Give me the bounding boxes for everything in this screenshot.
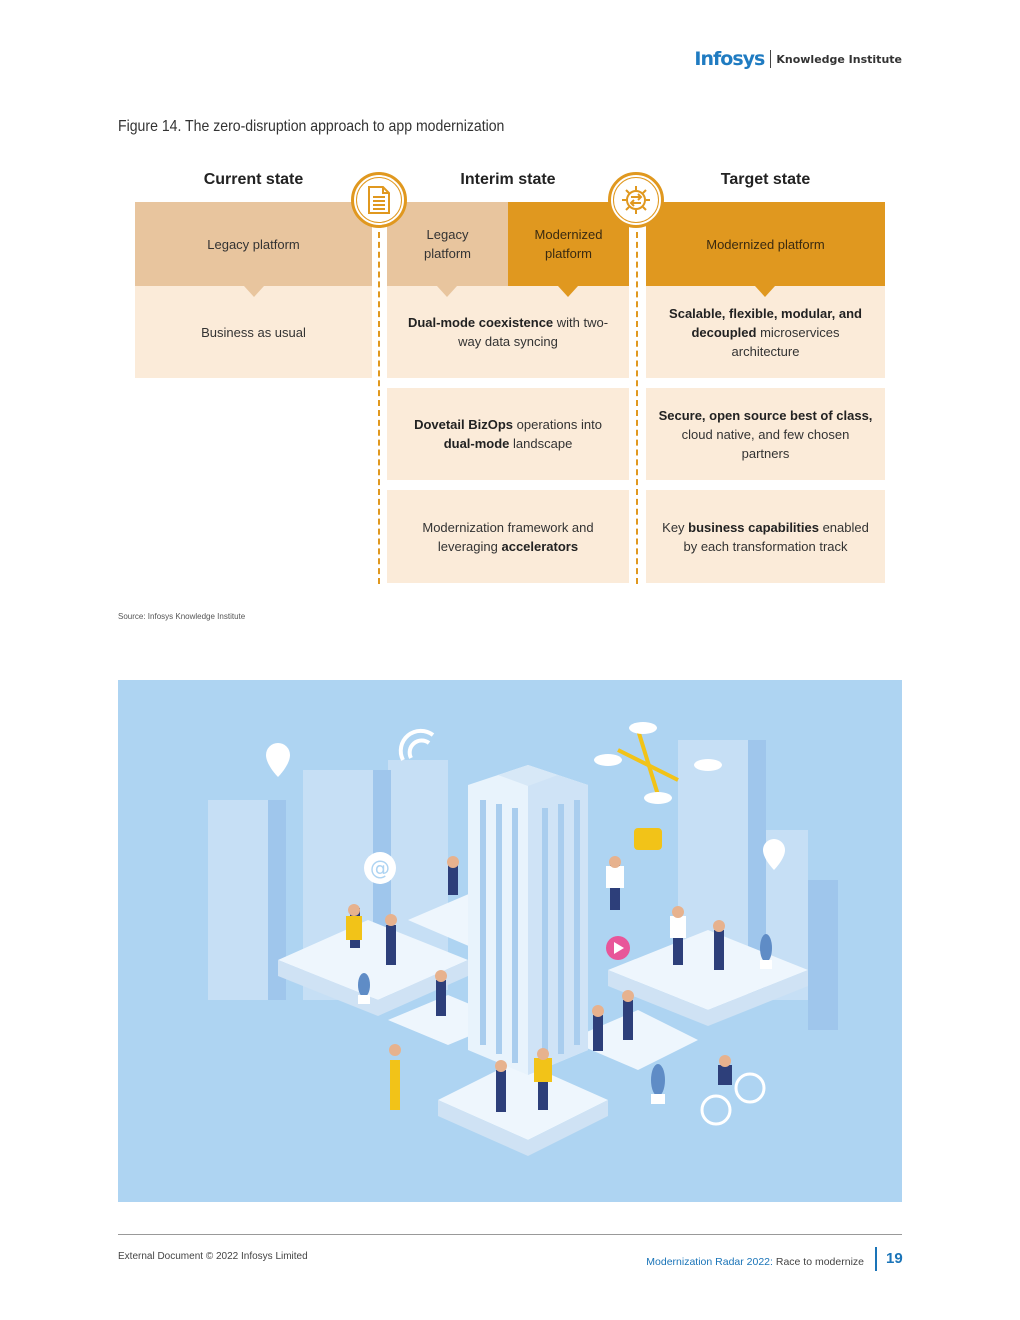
- footer-divider: [118, 1234, 902, 1235]
- interim-card-3-text: Modernization framework and leveraging accelerators: [422, 519, 594, 554]
- figure-title: Figure 14. The zero-disruption approach to app modernization: [118, 118, 505, 135]
- target-modernized-platform: Modernized platform: [646, 202, 885, 286]
- svg-text:@: @: [370, 856, 390, 880]
- smart-city-illustration: [118, 680, 902, 1202]
- target-card-2: [646, 388, 885, 480]
- interim-legacy-platform: Legacy platform: [387, 202, 508, 286]
- figure-source: Source: Infosys Knowledge Institute: [118, 612, 246, 621]
- target-card-2-text: Secure, open source best of class, cloud native, and few chosen partners: [658, 407, 873, 461]
- heading-interim-state: Interim state: [460, 171, 556, 188]
- pointer-interim-legacy: [437, 286, 457, 297]
- pointer-interim-modern: [558, 286, 578, 297]
- interim-card-2-text: Dovetail BizOps operations into dual-mode landscape: [414, 417, 602, 451]
- interim-card-3: [387, 490, 629, 583]
- dashed-divider-2: [636, 232, 638, 584]
- interim-card-1: [387, 286, 629, 378]
- page-number: 19: [886, 1250, 903, 1267]
- document-icon: [351, 172, 407, 228]
- current-legacy-platform: Legacy platform: [135, 202, 372, 286]
- infosys-logo: [694, 46, 902, 72]
- pointer-target: [755, 286, 775, 297]
- footer-page-bar: [875, 1247, 877, 1271]
- current-card-1: Business as usual: [135, 286, 372, 378]
- logo-brand: Infosys: [694, 48, 765, 70]
- target-card-1: [646, 286, 885, 378]
- logo-institute: Knowledge Institute: [776, 52, 902, 66]
- heading-target-state: Target state: [720, 171, 811, 188]
- target-card-3: [646, 490, 885, 583]
- target-card-1-text: Scalable, flexible, modular, and decoupled microservices architecture: [669, 305, 862, 359]
- target-card-3-text: Key business capabilities enabled by each transformation track: [662, 519, 869, 554]
- dashed-divider-1: [378, 232, 380, 584]
- footer-report-title: Modernization Radar 2022: Race to modernize: [646, 1256, 864, 1268]
- heading-current-state: Current state: [203, 171, 304, 188]
- interim-card-2: [387, 388, 629, 480]
- interim-card-1-text: Dual-mode coexistence with two-way data syncing: [407, 315, 609, 349]
- gear-icon: [608, 172, 664, 228]
- pointer-current: [244, 286, 264, 297]
- interim-modernized-platform: Modernized platform: [508, 202, 629, 286]
- footer-copyright: External Document © 2022 Infosys Limited: [118, 1251, 308, 1262]
- logo-divider: [770, 50, 771, 68]
